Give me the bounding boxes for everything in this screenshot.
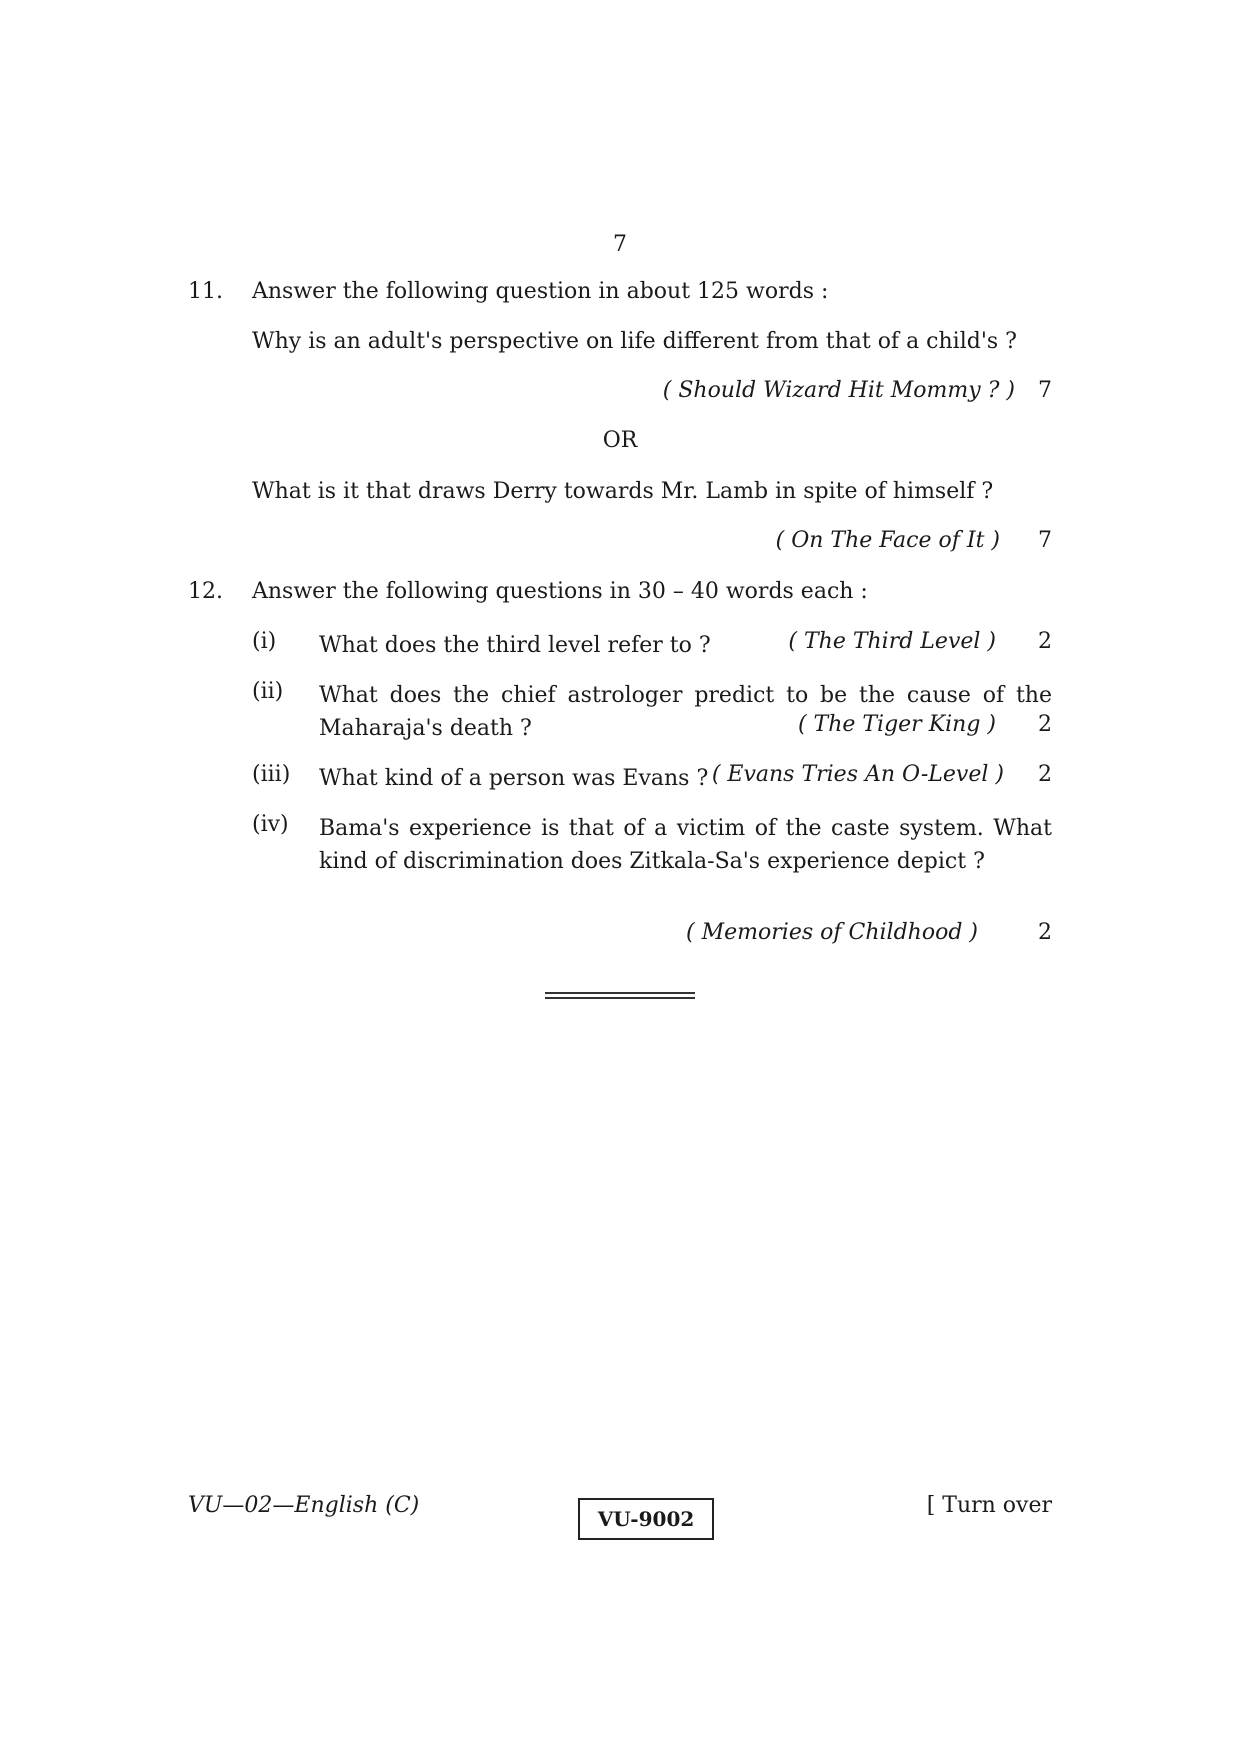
or-separator: OR — [602, 428, 638, 453]
question-11-instruction: Answer the following question in about 125 words : — [252, 279, 829, 304]
footer-paper-code: VU—02—English (C) — [188, 1493, 420, 1518]
sub-question-text-line2: kind of discrimination does Zitkala-Sa's experience depict ? — [319, 849, 985, 874]
question-11-number: 11. — [188, 279, 223, 304]
question-11-option-b-marks: 7 — [1038, 528, 1052, 553]
footer-code-box: VU-9002 — [578, 1498, 714, 1540]
page-number: 7 — [613, 232, 627, 257]
sub-question-number: (iv) — [252, 812, 289, 837]
sub-question-number: (i) — [252, 629, 277, 654]
sub-question-text: What kind of a person was Evans ? — [319, 766, 709, 791]
end-rule-bottom — [545, 997, 695, 999]
question-11-option-b-source: ( On The Face of It ) — [775, 528, 1000, 553]
sub-question-number: (ii) — [252, 679, 284, 704]
sub-question-marks: 2 — [1038, 920, 1052, 945]
sub-question-text-line1: What does the chief astrologer predict to be the cause of the — [319, 683, 1052, 708]
sub-question-text: What does the third level refer to ? — [319, 633, 711, 658]
question-12-instruction: Answer the following questions in 30 – 40 words each : — [252, 579, 868, 604]
sub-question-source: ( Evans Tries An O-Level ) — [711, 762, 1004, 787]
end-rule-top — [545, 992, 695, 994]
sub-question-text-line1: Bama's experience is that of a victim of the caste system. What — [319, 816, 1052, 841]
question-11-option-a: Why is an adult's perspective on life different from that of a child's ? — [252, 329, 1017, 354]
footer-turn-over: [ Turn over — [926, 1493, 1052, 1518]
question-11-option-a-marks: 7 — [1038, 378, 1052, 403]
question-11-option-b: What is it that draws Derry towards Mr. Lamb in spite of himself ? — [252, 479, 994, 504]
sub-question-source: ( Memories of Childhood ) — [686, 920, 978, 945]
sub-question-source: ( The Tiger King ) — [797, 712, 996, 737]
question-11-option-a-source: ( Should Wizard Hit Mommy ? ) — [662, 378, 1015, 403]
sub-question-source: ( The Third Level ) — [788, 629, 996, 654]
sub-question-text-line2: Maharaja's death ? — [319, 716, 532, 741]
question-12-number: 12. — [188, 579, 223, 604]
sub-question-marks: 2 — [1038, 712, 1052, 737]
sub-question-marks: 2 — [1038, 762, 1052, 787]
sub-question-marks: 2 — [1038, 629, 1052, 654]
sub-question-number: (iii) — [252, 762, 291, 787]
